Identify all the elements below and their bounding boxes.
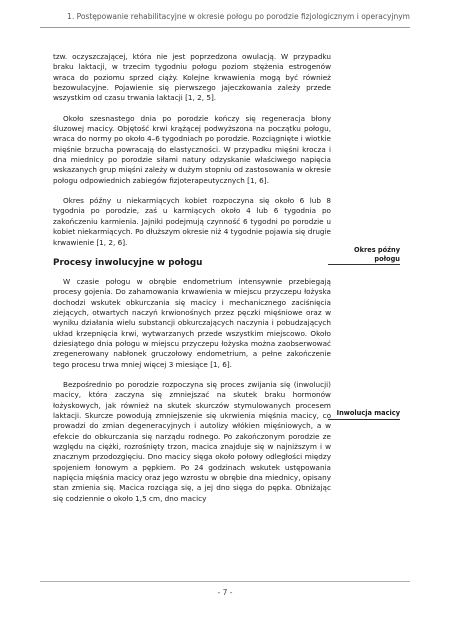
- margin-note-uterine-involution: Inwolucja macicy: [328, 409, 400, 420]
- paragraph-endometrium: W czasie połogu w obrębie endometrium intensywnie przebiegają procesy gojenia. Do zahamowania krwawienia w miejscu przyczepu łożyska dochodzi wskutek obkurczania się macicy i mechanicznego zaciśnięcia ziejących, otwartych naczyń krwionośnych przez pęczki mięśniowe oraz w wyniku działania wielu substancji obkurczających naczynia i pobudzających układ krzepnięcia krwi, wytwarzanych przede wszystkim miejscowo. Około dziesiątego dnia połogu w miejscu przyczepu łożyska można zaobserwować zregenerowany nabłonek gruczołowy endometrium, a pełne zakończenie tego procesu trwa mniej więcej 3 miesiące [1, 6].: [53, 276, 331, 369]
- margin-note-late-period: Okres późny połogu: [328, 246, 400, 265]
- running-header: [40, 10, 410, 28]
- paragraph-lactation: tzw. oczyszczającej, która nie jest poprzedzona owulacją. W przypadku braku laktacji, w trzecim tygodniu połogu poziom stężenia estrogenów wraca do poziomu sprzed ciąży. Kolejne krwawienia mogą być również bezowulacyjne. Pojawienie się pierwszego jajeczkowania zależy przede wszystkim od czasu trwania laktacji [1, 2, 5].: [53, 52, 331, 103]
- page-footer: [40, 581, 410, 597]
- running-header-text: 1. Postępowanie rehabilitacyjne w okresie połogu po porodzie fizjologicznym i operacyjnym: [67, 12, 410, 21]
- page-number: - 7 -: [217, 588, 233, 597]
- paragraph-late-period: Okres późny u niekarmiących kobiet rozpoczyna się około 6 lub 8 tygodnia po porodzie, zaś u karmiących około 4 lub 6 tygodnia po zakończeniu karmienia. Jajniki podejmują czynność 6 tygodni po porodzie u kobiet niekarmiących. Po dłuższym okresie niż 4 tygodnie pojawia się drugie krwawienie [1, 2, 6].: [53, 196, 331, 247]
- section-heading: Procesy inwolucyjne w połogu: [53, 257, 203, 268]
- paragraph-involution: Bezpośrednio po porodzie rozpoczyna się proces zwijania się (inwolucji) macicy, która zaczyna się zmniejszać na skutek braku hormonów łożyskowych, jak również na skutek skurczów stymulowanych procesem laktacji. Skurcze powodują zmniejszenie się ukrwienia mięśnia macicy, co prowadzi do zmian degeneracyjnych i autolizy włókien mięśniowych, a w efekcie do obkurczania się narządu rodnego. Po zakończonym porodzie ze względu na ciężki, rozrośnięty trzon, macica znajduje się w najniższym i w znacznym przodozgięciu. Dno macicy sięga około połowy odległości między spojeniem łonowym a pępkiem. Po 24 godzinach wskutek ustępowania napięcia mięśnia macicy oraz jego wzrostu w obrębie dna miednicy, opisany stan zmienia się. Macica rozciąga się, a jej dno sięga do pępka. Obniżając się codziennie o około 1,5 cm, dno macicy: [53, 379, 331, 503]
- paragraph-regeneration: Około szesnastego dnia po porodzie kończy się regeneracja błony śluzowej macicy. Objętość krwi krążącej podwyższona na początku połogu, wraca do normy po około 4–6 tygodniach po porodzie. Rozciągnięte i wiotkie mięśnie brzucha powracają do elastyczności. W przypadku mięśni krocza i dna miednicy po porodzie siłami natury odzyskanie właściwego napięcia wskazanych grup mięśni zależy w dużym stopniu od zastosowania w okresie połogu odpowiednich zabiegów fizjoterapeutycznych [1, 6].: [53, 113, 331, 185]
- main-text-column: [53, 52, 331, 514]
